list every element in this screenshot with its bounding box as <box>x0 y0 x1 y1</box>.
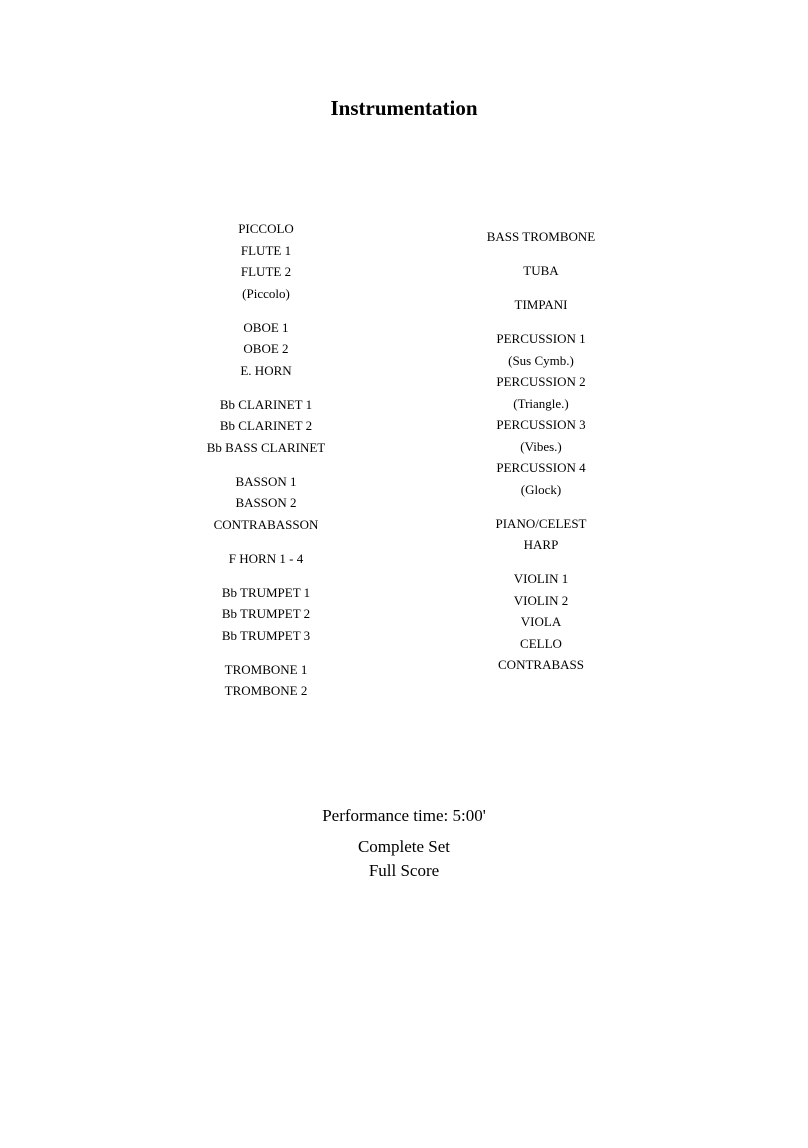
instrument-group <box>136 659 396 702</box>
instrument-name: BASSON 1 <box>235 473 297 489</box>
instrument-name: (Triangle.) <box>513 395 569 411</box>
page-title: Instrumentation <box>330 96 478 120</box>
instrument-name: BASS TROMBONE <box>486 229 596 244</box>
instrument-name: FLUTE 1 <box>240 242 292 258</box>
instrument-name: E. HORN <box>240 362 292 378</box>
instrument-name: Bb TRUMPET 1 <box>221 584 311 600</box>
instrument-group <box>136 317 396 382</box>
instrument-name: Bb CLARINET 1 <box>219 396 313 412</box>
instrument-name: HARP <box>523 537 559 552</box>
instrument-name: Bb TRUMPET 2 <box>221 606 311 621</box>
set-line: Complete Set <box>357 837 451 856</box>
instrument-name: TROMBONE 1 <box>224 661 308 677</box>
instrument-name: TUBA <box>523 263 559 278</box>
instrument-name: TIMPANI <box>514 297 568 312</box>
instrument-name: CELLO <box>520 635 562 651</box>
instrument-name: (Piccolo) <box>242 285 290 301</box>
instrument-group <box>411 568 671 676</box>
instrument-name: BASSON 2 <box>235 495 297 510</box>
instrument-name: Bb TRUMPET 3 <box>221 627 311 643</box>
instrument-name: PERCUSSION 3 <box>496 417 586 432</box>
instrument-name: CONTRABASS <box>498 657 584 672</box>
instrument-group <box>411 294 671 316</box>
instrument-name: CONTRABASSON <box>213 516 319 532</box>
instrument-group <box>136 218 396 304</box>
instrument-group <box>411 226 671 248</box>
instrument-group <box>136 548 396 570</box>
instrument-name: PERCUSSION 2 <box>496 374 586 389</box>
performance-time: Performance time: 5:00' <box>322 806 486 825</box>
instrument-name: (Vibes.) <box>520 438 562 454</box>
instrument-name: OBOE 1 <box>243 319 289 335</box>
instrument-group <box>411 260 671 282</box>
instrument-list-left <box>136 218 396 714</box>
instrument-name: PICCOLO <box>238 221 294 236</box>
instrument-list-right <box>411 226 671 688</box>
instrument-name: Bb CLARINET 2 <box>219 418 313 433</box>
instrument-name: (Sus Cymb.) <box>508 352 574 368</box>
instrument-group <box>136 582 396 647</box>
instrument-name: PERCUSSION 4 <box>496 460 586 475</box>
instrument-name: PERCUSSION 1 <box>496 331 586 346</box>
instrument-group <box>411 328 671 500</box>
instrument-name: PIANO/CELEST <box>495 515 587 531</box>
instrument-name: VIOLIN 1 <box>513 571 569 586</box>
score-set-info <box>0 835 808 883</box>
set-line: Full Score <box>368 861 440 880</box>
instrument-name: OBOE 2 <box>243 341 289 356</box>
instrument-name: (Glock) <box>520 481 562 497</box>
instrument-group <box>411 513 671 556</box>
instrument-name: FLUTE 2 <box>240 264 292 279</box>
instrument-group <box>136 471 396 536</box>
instrument-name: VIOLIN 2 <box>513 592 569 608</box>
instrument-name: Bb BASS CLARINET <box>206 439 326 455</box>
instrument-name: F HORN 1 - 4 <box>228 550 304 566</box>
instrument-name: VIOLA <box>520 614 562 629</box>
instrument-name: TROMBONE 2 <box>224 683 308 698</box>
instrument-group <box>136 394 396 459</box>
